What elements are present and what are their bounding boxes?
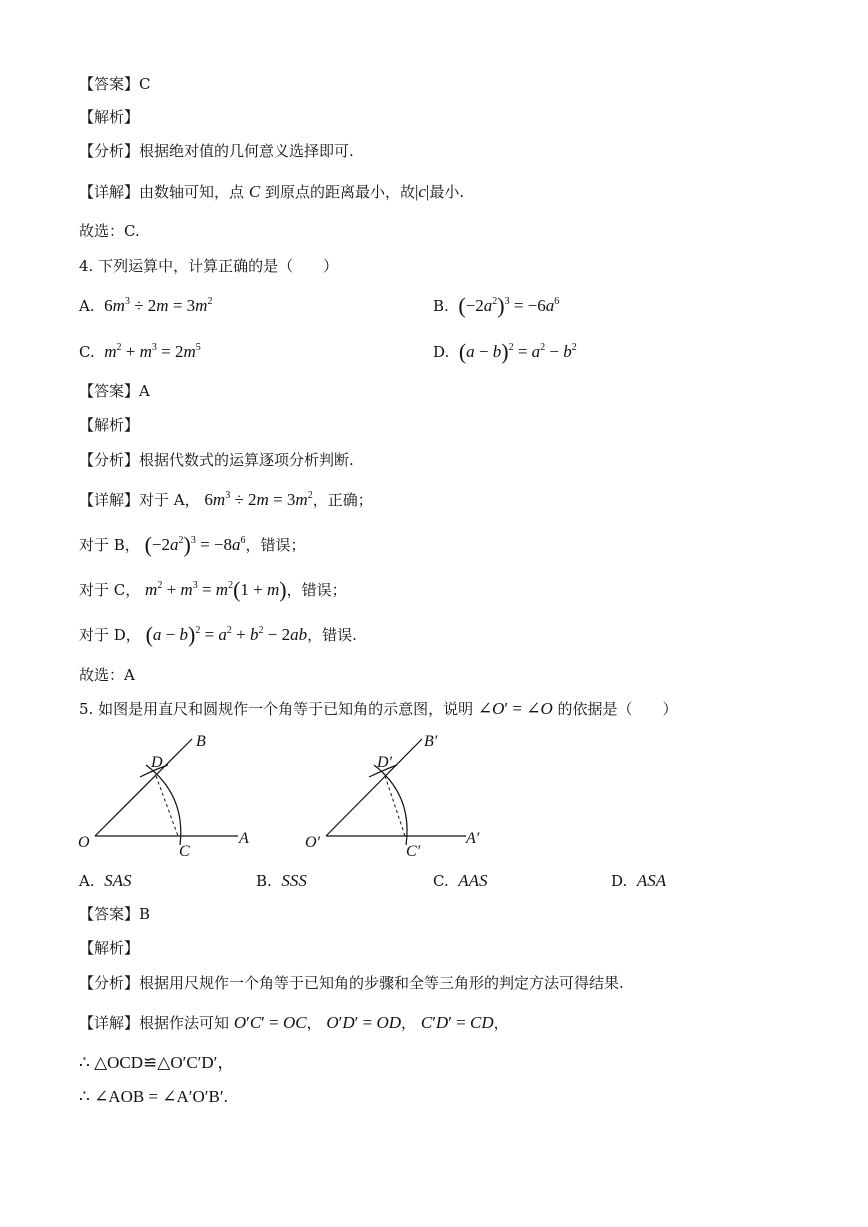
option-label: A. bbox=[79, 872, 95, 890]
q5-therefore-1-text: ∴ △OCD≌△O′C′D′， bbox=[79, 1053, 235, 1072]
q5-eq-2: O′D′ = OD bbox=[326, 1013, 402, 1032]
option-label: B. bbox=[433, 297, 449, 315]
fenxi-tag: 【分析】 bbox=[79, 974, 140, 992]
option-label: D. bbox=[611, 872, 628, 890]
q5-option-c bbox=[433, 871, 488, 891]
option-label: C. bbox=[433, 872, 449, 890]
q4-detail-c-pre: 对于 C， bbox=[79, 581, 141, 599]
q5-option-a bbox=[79, 871, 132, 891]
arc-c-prime-d-prime bbox=[374, 765, 407, 845]
ray-ob bbox=[95, 739, 192, 836]
label-c-prime: C′ bbox=[406, 843, 421, 860]
q4-detail-a-pre: 对于 A， bbox=[139, 491, 200, 509]
q4-detail-b-post: ，错误； bbox=[245, 536, 306, 554]
detail-tag: 【详解】 bbox=[79, 183, 140, 201]
option-label: B. bbox=[256, 872, 272, 890]
label-d-prime: D′ bbox=[377, 754, 393, 771]
q3-detail-b: 到原点的距离最小，故 bbox=[264, 183, 415, 201]
answer-tag: 【答案】 bbox=[79, 382, 140, 400]
q5-option-d bbox=[611, 871, 666, 891]
abs-bar-right: | bbox=[425, 182, 430, 201]
option-d-expr: $(a - b)^2 = a^2 - b^2$ bbox=[458, 339, 577, 364]
figure-left bbox=[78, 733, 249, 860]
fenxi-tag: 【分析】 bbox=[79, 451, 140, 469]
q4-stem bbox=[79, 256, 338, 276]
label-o: O bbox=[78, 834, 90, 851]
q5-eq-3: C′D′ = CD bbox=[420, 1013, 494, 1032]
detail-tag: 【详解】 bbox=[79, 1014, 140, 1032]
q3-answer-line bbox=[79, 74, 151, 94]
q5-sep-2: ， bbox=[401, 1014, 417, 1032]
label-a-prime: A′ bbox=[466, 830, 480, 847]
label-b: B bbox=[196, 733, 206, 750]
q4-detail-c-line bbox=[79, 577, 347, 602]
q3-abs-var: c bbox=[418, 182, 426, 201]
label-a: A bbox=[239, 830, 249, 847]
q3-point: C bbox=[248, 182, 261, 201]
q4-option-b bbox=[433, 293, 560, 318]
q3-choose-line bbox=[79, 221, 140, 241]
q5-stem-a: 5. 如图是用直尺和圆规作一个角等于已知角的示意图，说明 bbox=[79, 700, 474, 718]
option-b-value: SSS bbox=[281, 871, 307, 890]
q4-detail-b-line bbox=[79, 532, 306, 557]
q5-option-b bbox=[256, 871, 307, 891]
analysis-tag: 【解析】 bbox=[79, 108, 140, 126]
option-d-value: ASA bbox=[636, 871, 667, 890]
q4-detail-b-expr: $(-2a^2)^3 = -8a^6$ bbox=[144, 532, 246, 557]
q5-analysis-line bbox=[79, 938, 139, 958]
label-d: D bbox=[151, 754, 163, 771]
option-a-value: SAS bbox=[104, 871, 132, 890]
segment-c-prime-d-prime bbox=[385, 776, 405, 836]
q4-fenxi: 根据代数式的运算逐项分析判断. bbox=[139, 451, 354, 469]
q5-stem bbox=[79, 699, 678, 719]
q5-answer-line bbox=[79, 904, 150, 924]
option-a-expr: $6m^3 \div 2m = 3m^2$ bbox=[104, 296, 213, 315]
q3-detail-a: 由数轴可知，点 bbox=[139, 183, 245, 201]
q4-stem-text: 4. 下列运算中，计算正确的是（ ） bbox=[79, 257, 339, 275]
label-c: C bbox=[179, 843, 190, 860]
q5-tail: ， bbox=[493, 1014, 509, 1032]
q3-analysis-line bbox=[79, 107, 139, 127]
q4-detail-d-line bbox=[79, 622, 357, 647]
q4-detail-d-post: ，错误. bbox=[307, 626, 357, 644]
option-label: A. bbox=[79, 297, 95, 315]
q5-fenxi-line bbox=[79, 973, 624, 993]
answer-tag: 【答案】 bbox=[79, 75, 140, 93]
q4-detail-c-expr: $m^2 + m^3 = m^2(1 + m)$ bbox=[145, 577, 287, 602]
abs-bar-left: | bbox=[414, 182, 419, 201]
q4-detail-b-pre: 对于 B， bbox=[79, 536, 140, 554]
q5-detail-pre: 根据作法可知 bbox=[139, 1014, 230, 1032]
fenxi-tag: 【分析】 bbox=[79, 142, 140, 160]
analysis-tag: 【解析】 bbox=[79, 939, 140, 957]
q4-fenxi-line bbox=[79, 450, 354, 470]
q3-answer: C bbox=[139, 75, 151, 93]
option-c-value: AAS bbox=[458, 871, 488, 890]
q5-answer: B bbox=[139, 905, 151, 923]
q5-fenxi: 根据用尺规作一个角等于已知角的步骤和全等三角形的判定方法可得结果. bbox=[139, 974, 624, 992]
option-c-expr: $m^2 + m^3 = 2m^5$ bbox=[104, 342, 201, 361]
segment-cd bbox=[156, 776, 178, 836]
option-label: C. bbox=[79, 343, 95, 361]
q4-choose-line bbox=[79, 665, 135, 685]
q4-detail-c-post: ，错误； bbox=[286, 581, 347, 599]
q5-therefore-2-text: ∴ ∠AOB = ∠A′O′B′. bbox=[79, 1087, 228, 1106]
q4-analysis-line bbox=[79, 415, 139, 435]
q3-fenxi-line bbox=[79, 141, 354, 161]
option-b-expr: $(-2a^2)^3 = -6a^6$ bbox=[458, 293, 560, 318]
q3-fenxi: 根据绝对值的几何意义选择即可. bbox=[139, 142, 354, 160]
arc-cd bbox=[146, 765, 181, 845]
figure-right bbox=[305, 733, 480, 860]
analysis-tag: 【解析】 bbox=[79, 416, 140, 434]
answer-tag: 【答案】 bbox=[79, 905, 140, 923]
q5-detail-line bbox=[79, 1013, 509, 1033]
q4-choose: 故选：A bbox=[79, 666, 135, 684]
q5-stem-b: 的依据是（ ） bbox=[557, 700, 678, 718]
q3-detail-c: 最小. bbox=[429, 183, 465, 201]
label-b-prime: B′ bbox=[424, 733, 438, 750]
label-o-prime: O′ bbox=[305, 834, 321, 851]
q5-eq-1: O′C′ = OC bbox=[233, 1013, 307, 1032]
q4-option-c bbox=[79, 342, 201, 362]
detail-tag: 【详解】 bbox=[79, 491, 140, 509]
q4-detail-a-line bbox=[79, 490, 373, 510]
q3-detail-line bbox=[79, 182, 464, 202]
option-label: D. bbox=[433, 343, 450, 361]
q4-detail-a-expr: $6m^3 \div 2m = 3m^2$ bbox=[204, 490, 313, 509]
q4-detail-d-pre: 对于 D， bbox=[79, 626, 141, 644]
q4-answer: A bbox=[139, 382, 150, 400]
q4-detail-a-post: ，正确； bbox=[312, 491, 373, 509]
q5-figure bbox=[70, 725, 500, 865]
q4-answer-line bbox=[79, 381, 150, 401]
q4-option-a bbox=[79, 296, 212, 316]
q5-stem-angle: ∠O′ = ∠O bbox=[477, 699, 553, 718]
q5-therefore-1 bbox=[79, 1053, 234, 1073]
q5-therefore-2 bbox=[79, 1087, 228, 1107]
q4-option-d bbox=[433, 339, 577, 364]
ray-o-prime-b-prime bbox=[326, 739, 422, 836]
q5-sep-1: ， bbox=[306, 1014, 322, 1032]
q3-choose: 故选：C. bbox=[79, 222, 140, 240]
q4-detail-d-expr: $(a - b)^2 = a^2 + b^2 - 2ab$ bbox=[145, 622, 308, 647]
